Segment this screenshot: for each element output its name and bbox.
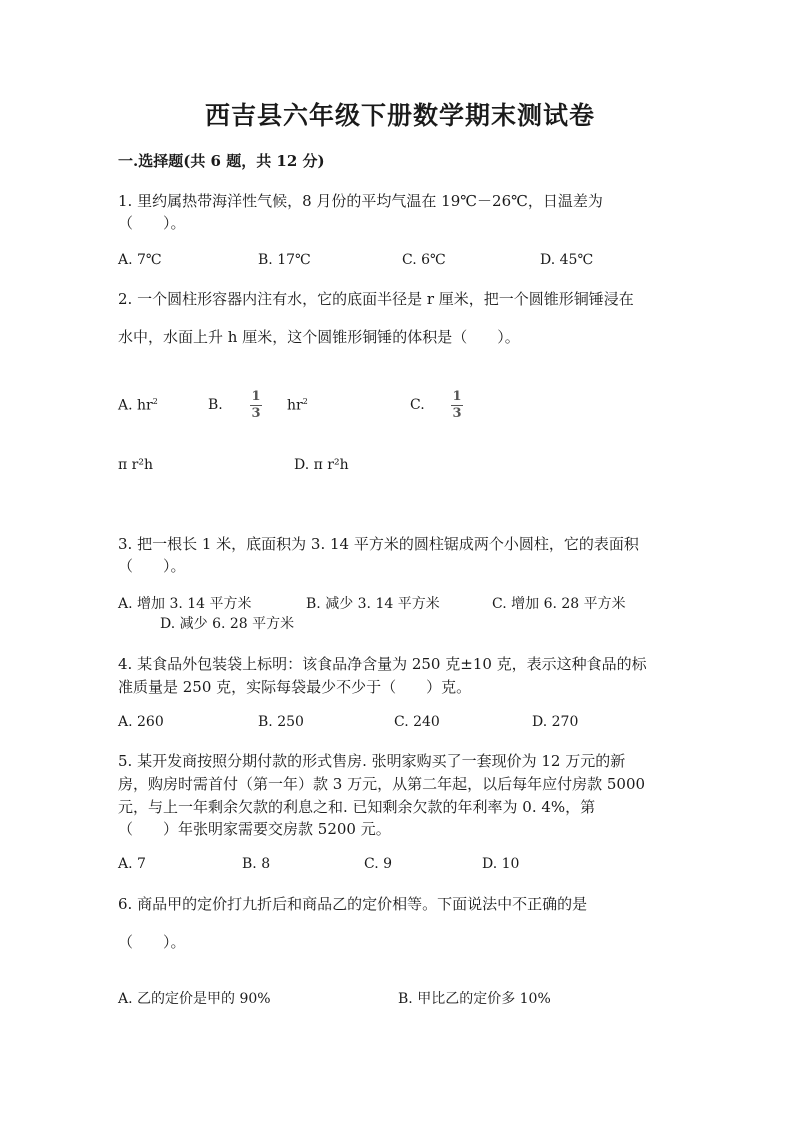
q6-option-b: B. 甲比乙的定价多 10% xyxy=(398,991,551,1007)
q4-option-b: B. 250 xyxy=(258,714,304,730)
q2-option-a: A. $hr^2$ xyxy=(118,397,158,414)
q2-option-c: C. xyxy=(410,397,425,413)
q5-option-b: B. 8 xyxy=(242,856,271,872)
q4-option-c: C. 240 xyxy=(394,714,440,730)
q1-option-a: A. 7℃ xyxy=(118,252,162,268)
q3-option-d: D. 减少 6. 28 平方米 xyxy=(160,616,295,632)
q6-option-a: A. 乙的定价是甲的 90% xyxy=(118,991,271,1007)
q4-option-a: A. 260 xyxy=(118,714,164,730)
question-2-text-cont: 水中，水面上升 h 厘米，这个圆锥形铜锤的体积是（ ）。 xyxy=(118,328,520,346)
question-3-text: 3. 把一根长 1 米，底面积为 3. 14 平方米的圆柱锯成两个小圆柱，它的表面积 xyxy=(118,535,639,553)
q3-option-b: B. 减少 3. 14 平方米 xyxy=(306,596,440,612)
q2-option-b-fraction xyxy=(250,390,262,421)
question-4-text: 4. 某食品外包装袋上标明：该食品净含量为 250 克±10 克，表示这种食品的标 xyxy=(118,655,647,673)
question-6-blank: （ ）。 xyxy=(118,933,186,951)
section-heading: 一.选择题(共 6 题，共 12 分) xyxy=(118,152,325,170)
question-3-blank: （ ）。 xyxy=(118,557,186,575)
question-5-text: 5. 某开发商按照分期付款的形式售房. 张明家购买了一套现价为 12 万元的新 xyxy=(118,752,626,770)
q5-option-a: A. 7 xyxy=(118,856,146,872)
question-6-text: 6. 商品甲的定价打九折后和商品乙的定价相等。下面说法中不正确的是 xyxy=(118,895,588,913)
q3-option-c: C. 增加 6. 28 平方米 xyxy=(492,596,626,612)
question-1-blank: （ ）。 xyxy=(118,214,186,232)
q2-option-b-expr: $hr^2$ xyxy=(287,397,308,414)
question-5-text-line3: 元，与上一年剩余欠款的利息之和. 已知剩余欠款的年利率为 0. 4%，第 xyxy=(118,798,596,816)
fraction-numerator: 1 xyxy=(452,389,462,404)
q3-option-a: A. 增加 3. 14 平方米 xyxy=(118,596,252,612)
question-1-text: 1. 里约属热带海洋性气候，8 月份的平均气温在 19℃－26℃，日温差为 xyxy=(118,192,603,210)
q4-option-d: D. 270 xyxy=(532,714,579,730)
page-title: 西吉县六年级下册数学期末测试卷 xyxy=(204,101,595,130)
question-5-text-line2: 房，购房时需首付（第一年）款 3 万元，从第二年起，以后每年应付房款 5000 xyxy=(118,775,646,793)
question-2-text: 2. 一个圆柱形容器内注有水，它的底面半径是 r 厘米，把一个圆锥形铜锤浸在 xyxy=(118,290,634,308)
q1-option-c: C. 6℃ xyxy=(402,252,446,268)
question-5-text-line4: （ ）年张明家需要交房款 5200 元。 xyxy=(118,820,391,838)
q1-option-b: B. 17℃ xyxy=(258,252,311,268)
fraction-denominator: 3 xyxy=(251,406,261,421)
q2-option-b: B. xyxy=(208,397,223,413)
q5-option-c: C. 9 xyxy=(364,856,393,872)
fraction-denominator: 3 xyxy=(452,406,462,421)
q2-option-d: D. π r²h xyxy=(294,457,349,473)
q2-option-c-expr: π r²h xyxy=(118,457,153,473)
question-4-text-cont: 准质量是 250 克，实际每袋最少不少于（ ）克。 xyxy=(118,678,472,696)
q1-option-d: D. 45℃ xyxy=(540,252,594,268)
q2-option-c-fraction xyxy=(451,390,463,421)
q5-option-d: D. 10 xyxy=(482,856,520,872)
fraction-numerator: 1 xyxy=(251,389,261,404)
